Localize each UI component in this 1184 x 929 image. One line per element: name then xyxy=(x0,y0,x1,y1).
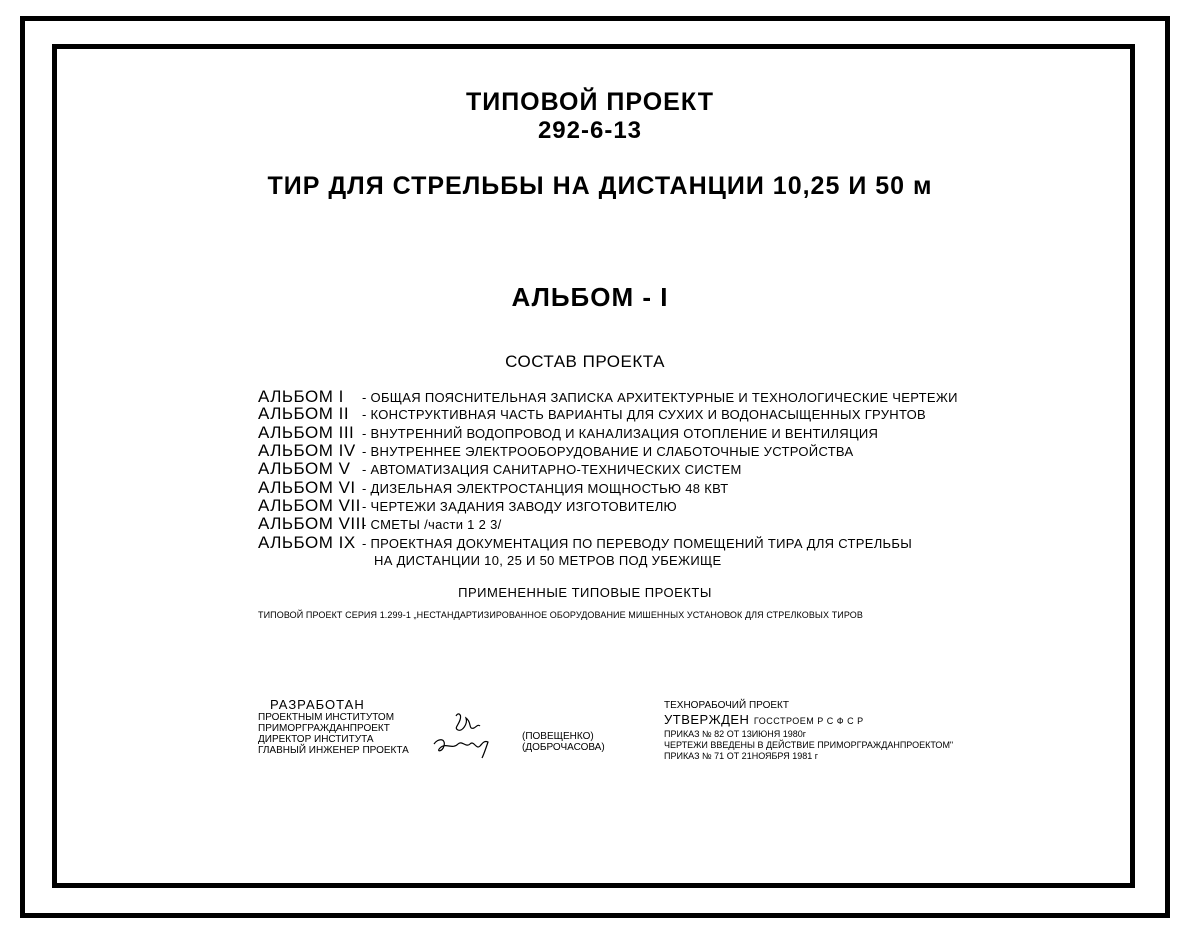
developer-line: ПРИМОРГРАЖДАНПРОЕКТ xyxy=(258,723,390,734)
album-description-continued: НА ДИСТАНЦИИ 10, 25 И 50 МЕТРОВ ПОД УБЕЖИЩЕ xyxy=(374,553,722,568)
album-name: АЛЬБОМ VI xyxy=(258,478,356,497)
chief-engineer-name: (ДОБРОЧАСОВА) xyxy=(522,742,605,753)
album-description: - ДИЗЕЛЬНАЯ ЭЛЕКТРОСТАНЦИЯ МОЩНОСТЬЮ 48 КВТ xyxy=(362,481,729,496)
approval-title: УТВЕРЖДЕН xyxy=(664,712,750,727)
signature-image xyxy=(428,710,498,760)
album-description: - ЧЕРТЕЖИ ЗАДАНИЯ ЗАВОДУ ИЗГОТОВИТЕЛЮ xyxy=(362,499,677,514)
project-number: 292-6-13 xyxy=(537,117,643,144)
album-description: - ВНУТРЕННИЙ ВОДОПРОВОД И КАНАЛИЗАЦИЯ ОТОПЛЕНИЕ И ВЕНТИЛЯЦИЯ xyxy=(362,426,879,441)
approval-line: ПРИКАЗ № 71 ОТ 21НОЯБРЯ 1981 г xyxy=(664,751,819,761)
developer-line: ПРОЕКТНЫМ ИНСТИТУТОМ xyxy=(258,712,395,723)
album-name: АЛЬБОМ VIII xyxy=(258,514,367,533)
developer-line: ДИРЕКТОР ИНСТИТУТА xyxy=(258,734,374,745)
album-name: АЛЬБОМ III xyxy=(258,423,355,442)
approval-line: ТЕХНОРАБОЧИЙ ПРОЕКТ xyxy=(664,700,789,711)
album-description: - ВНУТРЕННЕЕ ЭЛЕКТРООБОРУДОВАНИЕ И СЛАБОТОЧНЫЕ УСТРОЙСТВА xyxy=(362,444,854,459)
album-name: АЛЬБОМ VII xyxy=(258,496,361,515)
developer-heading: РАЗРАБОТАН xyxy=(270,697,365,712)
album-description: - ОБЩАЯ ПОЯСНИТЕЛЬНАЯ ЗАПИСКА АРХИТЕКТУРНЫЕ И ТЕХНОЛОГИЧЕСКИЕ ЧЕРТЕЖИ xyxy=(362,390,958,405)
approval-title-suffix: ГОССТРОЕМ Р С Ф С Р xyxy=(753,716,864,726)
project-title: ТИР ДЛЯ СТРЕЛЬБЫ НА ДИСТАНЦИИ 10,25 И 50 м xyxy=(267,172,933,200)
composition-heading: СОСТАВ ПРОЕКТА xyxy=(505,352,665,371)
applied-projects-heading: ПРИМЕНЕННЫЕ ТИПОВЫЕ ПРОЕКТЫ xyxy=(458,585,712,600)
album-name: АЛЬБОМ I xyxy=(258,387,344,406)
album-description: - КОНСТРУКТИВНАЯ ЧАСТЬ ВАРИАНТЫ ДЛЯ СУХИХ И ВОДОНАСЫЩЕННЫХ ГРУНТОВ xyxy=(362,407,927,422)
names-block xyxy=(522,731,605,753)
album-name: АЛЬБОМ IX xyxy=(258,533,356,552)
album-description: - АВТОМАТИЗАЦИЯ САНИТАРНО-ТЕХНИЧЕСКИХ СИСТЕМ xyxy=(362,462,742,477)
album-name: АЛЬБОМ IV xyxy=(258,441,356,460)
approval-title-row xyxy=(664,711,953,729)
album-description: - ПРОЕКТНАЯ ДОКУМЕНТАЦИЯ ПО ПЕРЕВОДУ ПОМЕЩЕНИЙ ТИРА ДЛЯ СТРЕЛЬБЫ xyxy=(362,536,913,551)
project-type: ТИПОВОЙ ПРОЕКТ xyxy=(465,88,715,116)
approval-line: ЧЕРТЕЖИ ВВЕДЕНЫ В ДЕЙСТВИЕ ПРИМОРГРАЖДАНПРОЕКТОМ" xyxy=(664,740,954,750)
applied-projects-line: ТИПОВОЙ ПРОЕКТ СЕРИЯ 1.299-1 „НЕСТАНДАРТИЗИРОВАННОЕ ОБОРУДОВАНИЕ МИШЕННЫХ УСТАНОВОК ДЛЯ СТРЕЛКОВЫХ ТИРОВ xyxy=(258,610,863,620)
approval-block xyxy=(664,700,953,762)
album-title: АЛЬБОМ - I xyxy=(511,282,669,312)
album-name: АЛЬБОМ V xyxy=(258,459,351,478)
developer-line: ГЛАВНЫЙ ИНЖЕНЕР ПРОЕКТА xyxy=(258,745,409,756)
album-description: - СМЕТЫ /части 1 2 3/ xyxy=(362,517,502,532)
director-name: (ПОВЕЩЕНКО) xyxy=(522,731,594,742)
approval-line: ПРИКАЗ № 82 ОТ 13ИЮНЯ 1980г xyxy=(664,729,807,739)
developer-block xyxy=(258,698,409,756)
album-name: АЛЬБОМ II xyxy=(258,404,350,423)
